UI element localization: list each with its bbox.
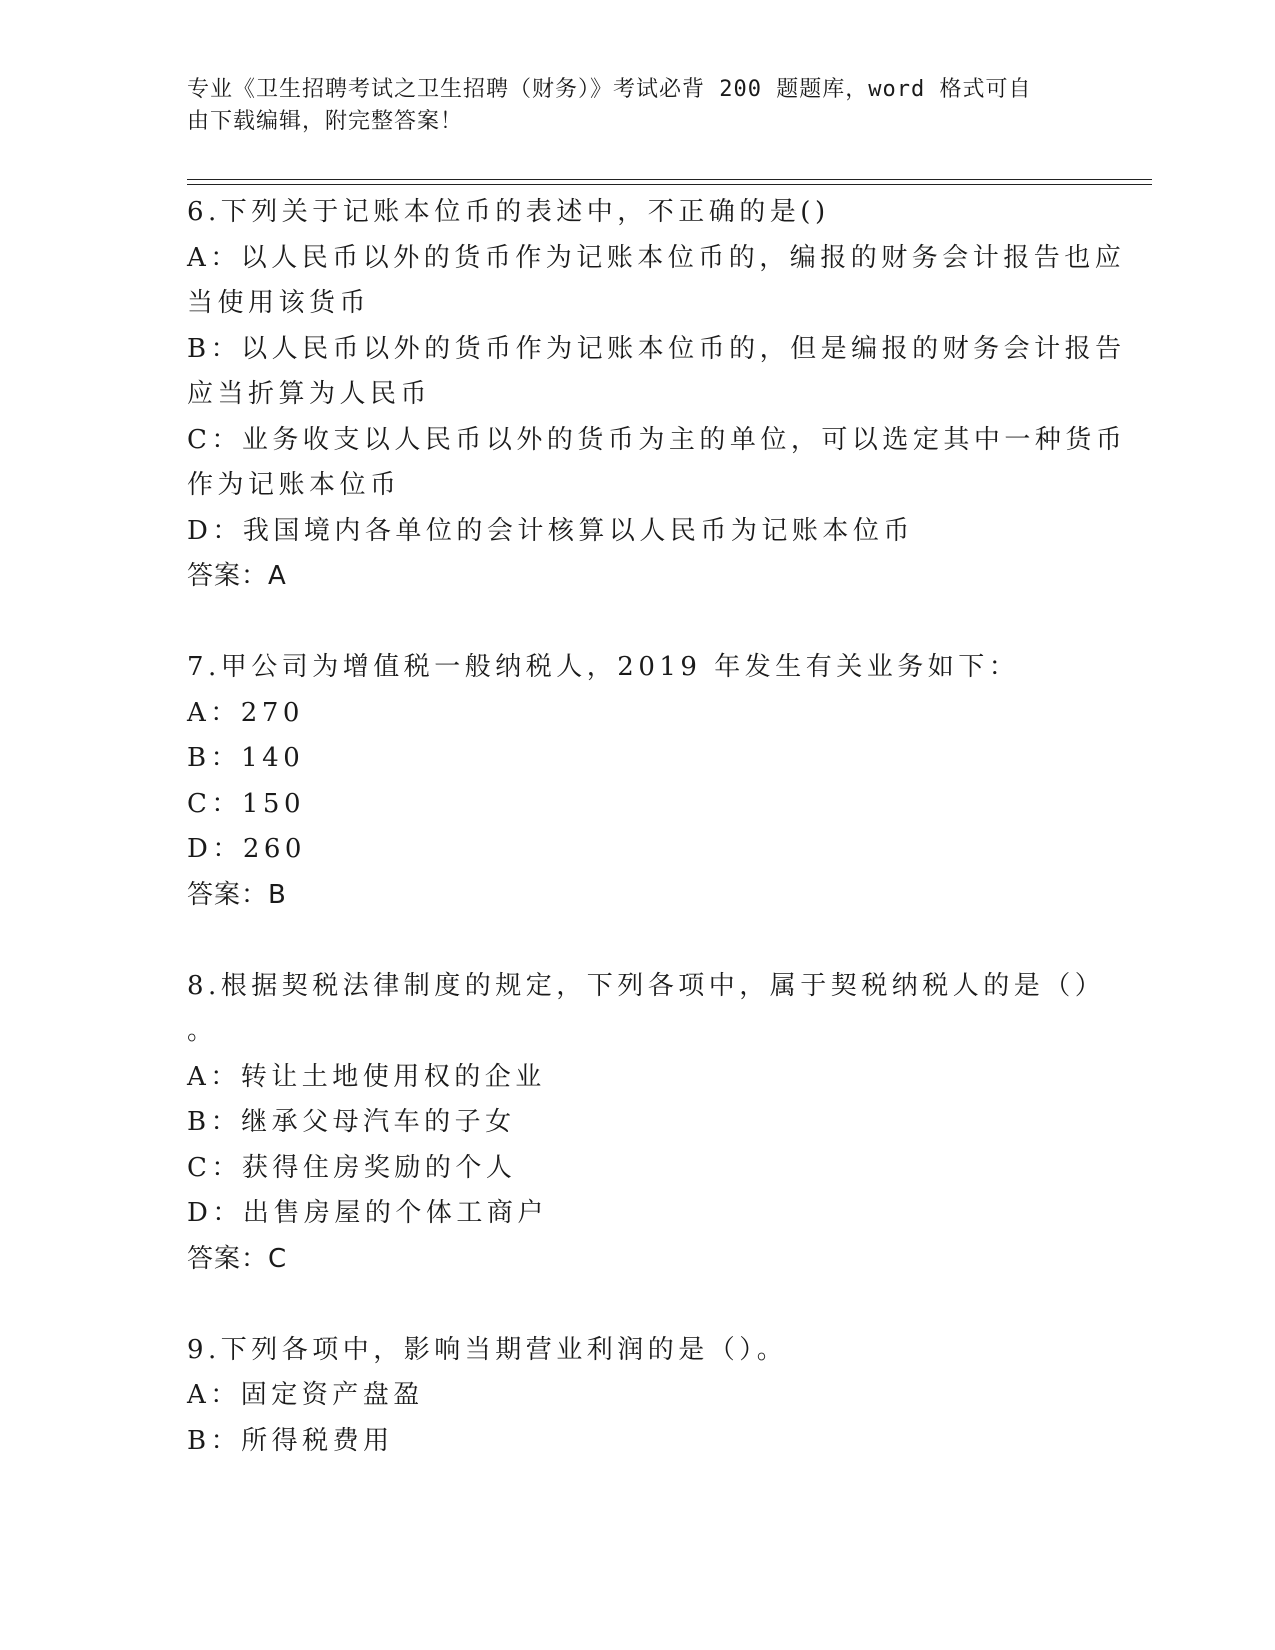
- header-divider-bottom: [187, 184, 1152, 185]
- question-stem: 。: [187, 1016, 218, 1046]
- question-spacer: [187, 1282, 1087, 1328]
- header-divider-top: [187, 179, 1152, 180]
- answer-key: 答案：C: [187, 1243, 288, 1274]
- question-block: [187, 645, 1087, 918]
- question-block: [187, 964, 1106, 1283]
- header-title-line-2: 由下载编辑，附完整答案！: [187, 109, 464, 134]
- question-block: [187, 190, 1127, 600]
- answer-option: C：150: [187, 788, 306, 819]
- question-stem: 6.下列关于记账本位币的表述中，不正确的是(): [187, 197, 830, 227]
- answer-option: A：固定资产盘盈: [187, 1380, 424, 1410]
- answer-option: D：出售房屋的个体工商户: [187, 1198, 548, 1228]
- answer-option: B：以人民币以外的货币作为记账本位币的，但是编报的财务会计报告: [187, 333, 1126, 364]
- answer-option: B：所得税费用: [187, 1425, 394, 1456]
- answer-option: B：继承父母汽车的子女: [187, 1107, 516, 1137]
- question-block: [187, 1328, 1087, 1465]
- answer-option: A：以人民币以外的货币作为记账本位币的，编报的财务会计报告也应: [187, 242, 1126, 273]
- question-stem: 8.根据契税法律制度的规定，下列各项中，属于契税纳税人的是（）: [187, 970, 1106, 1001]
- answer-option-continuation: 当使用该货币: [187, 288, 371, 318]
- answer-option-continuation: 作为记账本位币: [187, 470, 401, 500]
- answer-option: C：获得住房奖励的个人: [187, 1152, 517, 1183]
- answer-option: A：转让土地使用权的企业: [187, 1061, 546, 1092]
- answer-key: 答案：A: [187, 561, 287, 591]
- document-header: [187, 74, 1067, 138]
- question-stem: 9.下列各项中，影响当期营业利润的是（）。: [187, 1334, 788, 1365]
- answer-option: D：我国境内各单位的会计核算以人民币为记账本位币: [187, 515, 914, 546]
- question-stem: 7.甲公司为增值税一般纳税人，2019 年发生有关业务如下：: [187, 652, 1020, 682]
- answer-option: C：业务收支以人民币以外的货币为主的单位，可以选定其中一种货币: [187, 424, 1127, 455]
- answer-option-continuation: 应当折算为人民币: [187, 379, 432, 409]
- answer-option: A：270: [187, 697, 304, 728]
- answer-option: D：260: [187, 834, 306, 864]
- question-list: [187, 190, 1127, 1464]
- answer-key: 答案：B: [187, 879, 287, 910]
- header-title-line-1: 专业《卫生招聘考试之卫生招聘（财务）》考试必背 200 题题库，word 格式可自: [187, 77, 1032, 102]
- question-spacer: [187, 600, 1087, 646]
- answer-option: B：140: [187, 743, 305, 773]
- question-spacer: [187, 918, 1087, 964]
